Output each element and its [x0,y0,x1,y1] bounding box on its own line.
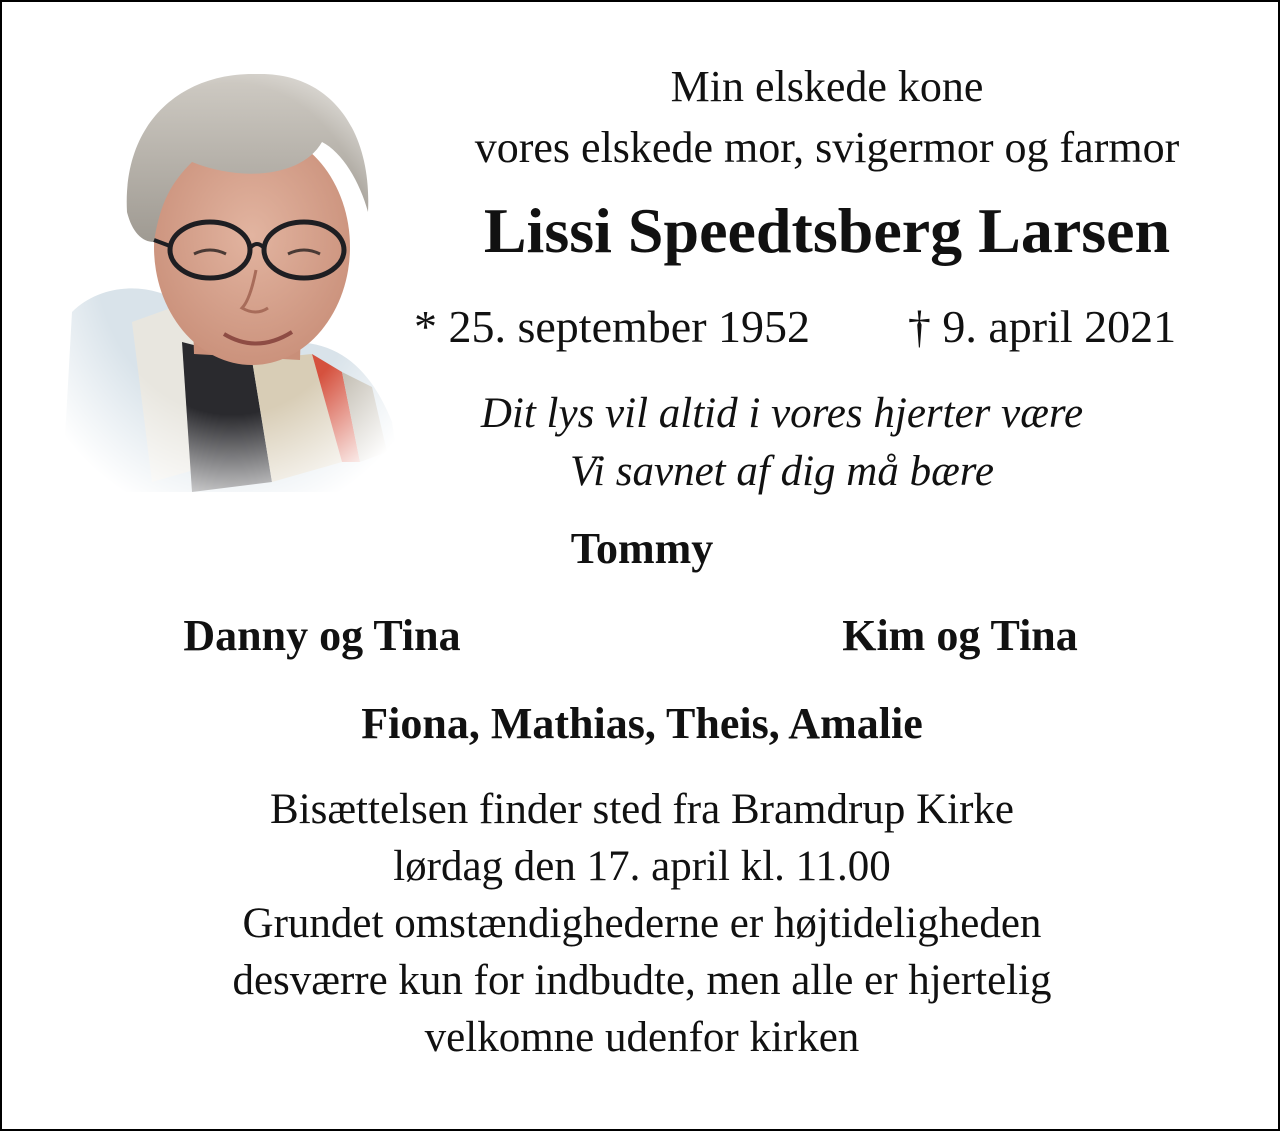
verse-line-1: Dit lys vil altid i vores hjerter være [480,390,1084,437]
portrait-photo [42,42,422,502]
intro-line-2: vores elskede mor, svigermor og farmor [474,123,1180,172]
service-line-5: velkomne udenfor kirken [424,1014,860,1061]
children-left: Danny og Tina [183,611,461,660]
intro-line-1: Min elskede kone [670,62,984,111]
spouse-name: Tommy [570,524,714,573]
service-line-3: Grundet omstændighederne er højtideligheden [242,900,1042,947]
service-line-1: Bisættelsen finder sted fra Bramdrup Kirke [270,786,1014,833]
grandchildren-names: Fiona, Mathias, Theis, Amalie [361,699,923,748]
verse-line-2: Vi savnet af dig må bære [570,448,994,495]
death-date: † 9. april 2021 [907,301,1177,352]
service-line-2: lørdag den 17. april kl. 11.00 [393,843,891,890]
service-line-4: desværre kun for indbudte, men alle er hjertelig [232,957,1052,1004]
deceased-name: Lissi Speedtsberg Larsen [483,195,1171,266]
birth-date: * 25. september 1952 [413,301,811,352]
children-right: Kim og Tina [842,611,1078,660]
